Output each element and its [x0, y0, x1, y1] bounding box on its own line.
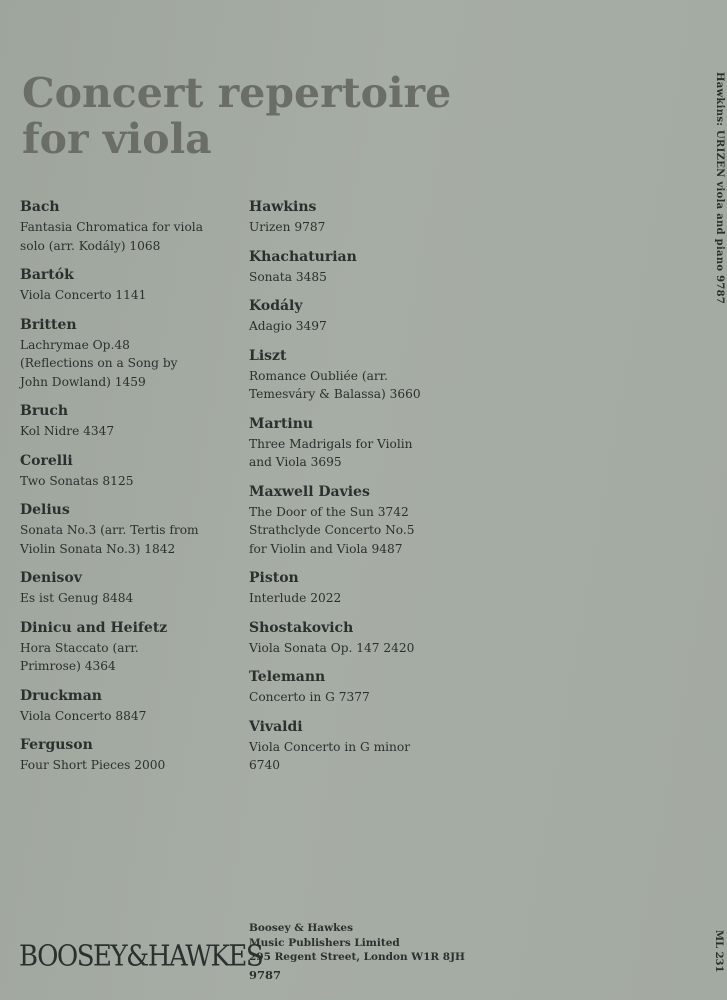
composer-name: Maxwell Davies	[249, 483, 370, 500]
composer-name: Vivaldi	[249, 718, 303, 735]
composer-name: Kodály	[249, 298, 303, 314]
work-line: solo (arr. Kodály) 1068	[20, 238, 161, 253]
publisher-name: Boosey & Hawkes	[249, 922, 353, 934]
work-line: Three Madrigals for Violin	[249, 436, 413, 451]
repertoire-left-column	[20, 198, 235, 786]
repertoire-entry	[20, 198, 235, 255]
composer-name: Telemann	[249, 669, 326, 685]
work-line: Interlude 2022	[249, 591, 342, 605]
repertoire-entry	[20, 736, 235, 775]
publisher-address: 295 Regent Street, London W1R 8JH	[249, 951, 465, 963]
repertoire-entry	[20, 402, 235, 441]
composer-name: Bruch	[20, 403, 69, 419]
composer-name: Druckman	[20, 687, 102, 704]
repertoire-entry	[20, 687, 235, 726]
composer-name: Liszt	[249, 347, 287, 364]
work-line: 6740	[249, 758, 281, 772]
repertoire-entry	[249, 347, 479, 404]
repertoire-entry	[249, 569, 479, 608]
title-line-1: Concert repertoire	[22, 69, 452, 117]
work-line: Lachrymae Op.48	[20, 337, 130, 352]
work-line: Viola Concerto in G minor	[249, 739, 411, 754]
work-line: John Dowland) 1459	[20, 374, 146, 389]
work-line: Kol Nidre 4347	[20, 424, 115, 438]
work-line: Two Sonatas 8125	[20, 473, 134, 488]
spine-code: ML 231	[713, 930, 724, 973]
work-line: Strathclyde Concerto No.5	[249, 523, 415, 537]
work-line: for Violin and Viola 9487	[249, 541, 403, 556]
repertoire-entry	[249, 483, 479, 559]
composer-name: Dinicu and Heifetz	[20, 619, 168, 636]
work-line: Four Short Pieces 2000	[20, 758, 166, 772]
work-line: Viola Concerto 1141	[20, 288, 147, 302]
repertoire-entry	[20, 266, 235, 305]
publisher-logo: BOOSEY&HAWKES	[19, 940, 263, 973]
work-line: Fantasia Chromatica for viola	[20, 220, 203, 234]
repertoire-entry	[249, 668, 479, 707]
work-line: Violin Sonata No.3) 1842	[20, 541, 176, 556]
work-line: Viola Sonata Op. 147 2420	[249, 640, 415, 655]
repertoire-entry	[249, 198, 479, 237]
composer-name: Britten	[20, 316, 77, 333]
work-line: The Door of the Sun 3742	[249, 504, 409, 519]
composer-name: Piston	[249, 570, 299, 586]
composer-name: Hawkins	[249, 199, 317, 215]
work-line: Viola Concerto 8847	[20, 708, 147, 723]
composer-name: Bartók	[20, 267, 74, 283]
work-line: Hora Staccato (arr.	[20, 640, 139, 655]
work-line: Es ist Genug 8484	[20, 591, 134, 605]
repertoire-entry	[249, 248, 479, 287]
repertoire-entry	[249, 718, 479, 775]
composer-name: Denisov	[20, 570, 82, 586]
work-line: Temesváry & Balassa) 3660	[249, 387, 421, 401]
composer-name: Martinu	[249, 415, 314, 432]
repertoire-entry	[20, 501, 235, 558]
work-line: Adagio 3497	[249, 319, 327, 333]
composer-name: Delius	[20, 502, 70, 518]
composer-name: Khachaturian	[249, 248, 357, 265]
composer-name: Ferguson	[20, 737, 93, 753]
spine-text: Hawkins: URIZEN viola and piano 9787	[714, 72, 725, 305]
repertoire-entry	[20, 619, 235, 676]
publisher-company: Music Publishers Limited	[249, 936, 400, 949]
composer-name: Bach	[20, 199, 60, 215]
work-line: Romance Oubliée (arr.	[249, 368, 389, 383]
work-line: (Reflections on a Song by	[20, 356, 178, 370]
work-line: Sonata 3485	[249, 269, 327, 284]
work-line: Urizen 9787	[249, 220, 326, 234]
repertoire-entry	[20, 569, 235, 608]
repertoire-entry	[20, 452, 235, 491]
composer-name: Shostakovich	[249, 619, 354, 636]
publisher-block	[249, 921, 465, 982]
repertoire-right-column	[249, 198, 479, 786]
work-line: Concerto in G 7377	[249, 690, 370, 704]
work-line: Sonata No.3 (arr. Tertis from	[20, 523, 199, 537]
repertoire-entry	[249, 297, 479, 336]
title-line-2: for viola	[22, 115, 212, 163]
composer-name: Corelli	[20, 452, 73, 469]
repertoire-entry	[249, 415, 479, 472]
repertoire-entry	[20, 316, 235, 392]
page-title	[22, 70, 451, 162]
work-line: and Viola 3695	[249, 455, 342, 469]
work-line: Primrose) 4364	[20, 659, 116, 673]
repertoire-entry	[249, 619, 479, 658]
publisher-code: 9787	[249, 967, 282, 982]
